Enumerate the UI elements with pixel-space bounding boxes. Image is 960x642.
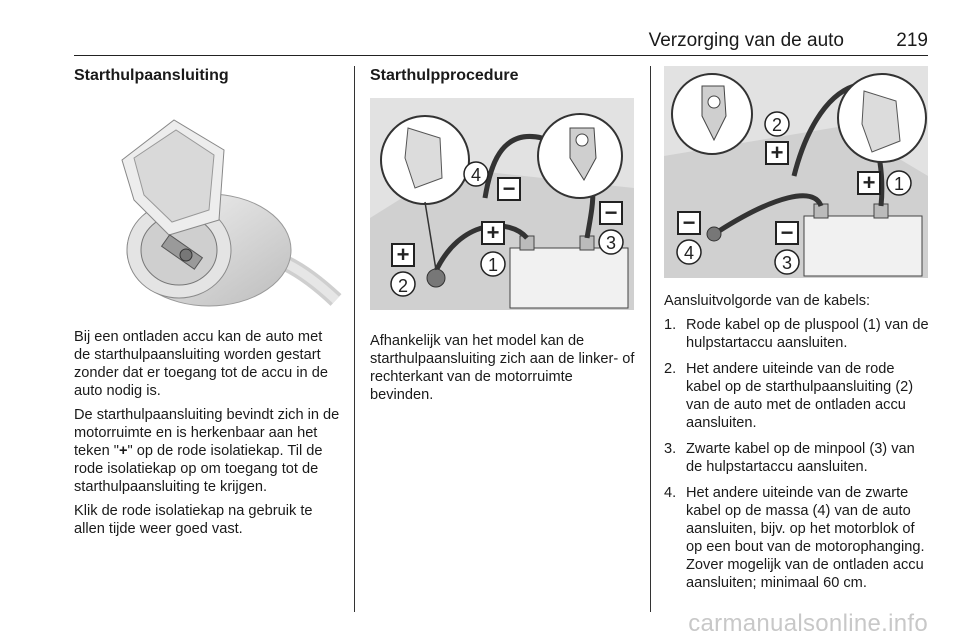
page-number: 219	[896, 30, 928, 51]
svg-text:+: +	[862, 170, 876, 195]
paragraph: Klik de rode isolatiekap na gebruik te allen tijde weer goed vast.	[74, 503, 313, 537]
svg-text:2: 2	[397, 276, 409, 296]
list-item: 4. Het andere uiteinde van de zwarte kabel op de massa (4) van de auto aansluiten, bijv. op het motorblok of op een bout van de motorophanging. Zover mogelijk van de ontladen accu aansluiten; minimaal 60 cm.	[664, 485, 925, 591]
section-heading: Starthulpprocedure	[370, 67, 519, 84]
svg-text:4: 4	[470, 165, 482, 185]
paragraph: De starthulpaansluiting bevindt zich in de motorruimte en is herkenbaar aan het teken "+" op de rode isolatiekap. Til de rode isolatiekap op om toegang tot de starthulpaansluiting te krijgen.	[74, 407, 340, 495]
column-starthulpaansluiting	[74, 66, 342, 544]
battery-connection-diagram-left	[370, 98, 634, 310]
list-item: 3. Zwarte kabel op de minpool (3) van de hulpstartaccu aansluiten.	[664, 441, 915, 475]
plus-symbol: +	[118, 443, 128, 459]
paragraph: Afhankelijk van het model kan de starthulpaansluiting zich aan de linker- of rechterkant van de motorruimte bevinden.	[370, 333, 635, 403]
svg-text:1: 1	[893, 174, 905, 194]
svg-text:3: 3	[605, 233, 617, 253]
svg-text:+: +	[396, 242, 410, 267]
svg-text:2: 2	[771, 115, 783, 135]
svg-text:−: −	[502, 176, 516, 201]
svg-text:+: +	[486, 220, 500, 245]
section-title: Verzorging van de auto	[648, 30, 844, 51]
list-item: 1. Rode kabel op de pluspool (1) van de hulpstartaccu aansluiten.	[664, 317, 929, 351]
section-heading: Starthulpaansluiting	[74, 67, 229, 84]
svg-text:4: 4	[683, 243, 695, 263]
svg-text:−: −	[780, 220, 794, 245]
watermark: carmanualsonline.info	[688, 610, 928, 637]
column-starthulpprocedure	[370, 66, 638, 410]
svg-text:3: 3	[781, 253, 793, 273]
column-divider	[650, 66, 651, 612]
page-header	[74, 26, 928, 56]
svg-text:+: +	[770, 140, 784, 165]
connection-steps-list	[664, 316, 930, 592]
list-item: 2. Het andere uiteinde van de rode kabel op de starthulpaansluiting (2) van de auto met de ontladen accu aansluiten.	[664, 361, 914, 431]
column-connection-order	[664, 66, 930, 600]
column-divider	[354, 66, 355, 612]
jump-start-connector-illustration	[74, 100, 342, 310]
paragraph: Bij een ontladen accu kan de auto met de starthulpaansluiting worden gestart zonder dat er toegang tot de accu in de auto nodig is.	[74, 329, 328, 399]
battery-connection-diagram-right	[664, 66, 928, 278]
svg-text:1: 1	[487, 255, 499, 275]
list-intro: Aansluitvolgorde van de kabels:	[664, 293, 871, 309]
svg-text:−: −	[604, 200, 618, 225]
svg-text:−: −	[682, 210, 696, 235]
